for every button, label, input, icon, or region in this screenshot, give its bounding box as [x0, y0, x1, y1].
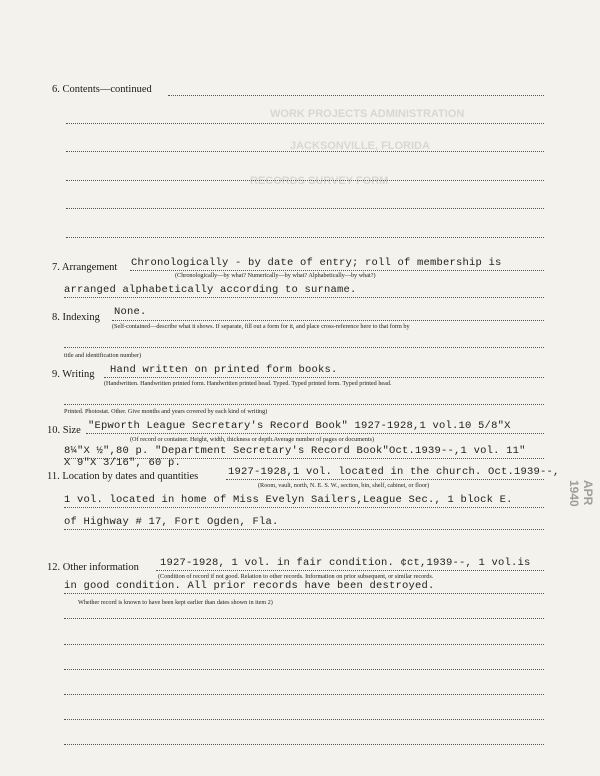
contents-line — [168, 95, 544, 96]
blank-line — [64, 719, 544, 720]
contents-label: 6. Contents—continued — [52, 84, 152, 95]
other-info-line — [156, 570, 544, 571]
contents-line — [66, 237, 544, 238]
size-value-line3: X 9"X 3/16", 60 p. — [64, 457, 182, 469]
bleed-through-text: WORK PROJECTS ADMINISTRATION — [270, 108, 465, 120]
other-info-line — [64, 593, 544, 594]
contents-line — [66, 151, 544, 152]
blank-line — [64, 694, 544, 695]
contents-line — [66, 180, 544, 181]
blank-line — [64, 618, 544, 619]
other-info-value-line2: in good condition. All prior records have been destroyed. — [64, 580, 435, 592]
location-hint: (Room, vault, north, N. E. S. W., section, bin, shelf, cabinet, or floor) — [258, 482, 430, 489]
location-value-line2: 1 vol. located in home of Miss Evelyn Sailers,League Sec., 1 block E. — [64, 494, 513, 506]
arrangement-value-line2: arranged alphabetically according to surname. — [64, 284, 357, 296]
location-line — [226, 479, 544, 480]
writing-value: Hand written on printed form books. — [110, 364, 338, 376]
arrangement-line — [64, 297, 544, 298]
bleed-through-text: JACKSONVILLE, FLORIDA — [290, 140, 430, 152]
indexing-hint: (Self-contained—describe what it shows. If separate, fill out a form for it, and place cross-reference here to that form by — [112, 323, 410, 330]
writing-line — [104, 377, 544, 378]
indexing-line — [64, 347, 544, 348]
date-stamp: APR 1940 — [567, 480, 595, 507]
arrangement-line — [130, 270, 544, 271]
indexing-line — [112, 320, 544, 321]
indexing-hint: title and identification number) — [64, 352, 142, 359]
size-hint: (Of record or container. Height, width, thickness or depth.Average number of pages or documents) — [130, 436, 375, 443]
blank-line — [64, 669, 544, 670]
size-value-line2: 8¼"X ½",80 p. "Department Secretary's Record Book"Oct.1939--,1 vol. 11" — [64, 445, 526, 457]
size-value-line1: "Epworth League Secretary's Record Book" 1927-1928,1 vol.10 5/8"X — [88, 420, 511, 432]
indexing-label: 8. Indexing — [52, 312, 100, 323]
location-value-line1: 1927-1928,1 vol. located in the church. Oct.1939--, — [228, 466, 560, 478]
location-line — [64, 529, 544, 530]
writing-hint: (Handwritten. Handwritten printed form. Handwritten printed head. Typed. Typed printed form. Typed printed head. — [104, 380, 392, 387]
writing-label: 9. Writing — [52, 369, 95, 380]
arrangement-hint: (Chronologically—by what? Numerically—by what? Alphabetically—by what?) — [175, 272, 376, 279]
size-label: 10. Size — [47, 425, 81, 436]
location-label: 11. Location by dates and quantities — [47, 471, 199, 482]
contents-line — [66, 123, 544, 124]
location-line — [64, 507, 544, 508]
writing-line — [64, 404, 544, 405]
arrangement-label: 7. Arrangement — [52, 262, 118, 273]
other-info-hint: Whether record is known to have been kept earlier than dates shown in item 2) — [78, 599, 273, 606]
size-line — [86, 433, 544, 434]
arrangement-value-line1: Chronologically - by date of entry; roll of membership is — [131, 257, 502, 269]
blank-line — [64, 744, 544, 745]
location-value-line3: of Highway # 17, Fort Ogden, Fla. — [64, 516, 279, 528]
bleed-through-text: RECORDS SURVEY FORM — [250, 175, 389, 187]
contents-line — [66, 208, 544, 209]
blank-line — [64, 644, 544, 645]
other-info-hint: (Condition of record if not good. Relation to other records. Information on prior subsequent, or similar records. — [158, 573, 434, 580]
writing-hint: Printed. Photostat. Other. Give months and years covered by each kind of writing) — [64, 408, 268, 415]
other-info-label: 12. Other information — [47, 562, 139, 573]
indexing-value: None. — [114, 306, 147, 318]
other-info-value-line1: 1927-1928, 1 vol. in fair condition. ¢ct,1939--, 1 vol.is — [160, 557, 531, 569]
